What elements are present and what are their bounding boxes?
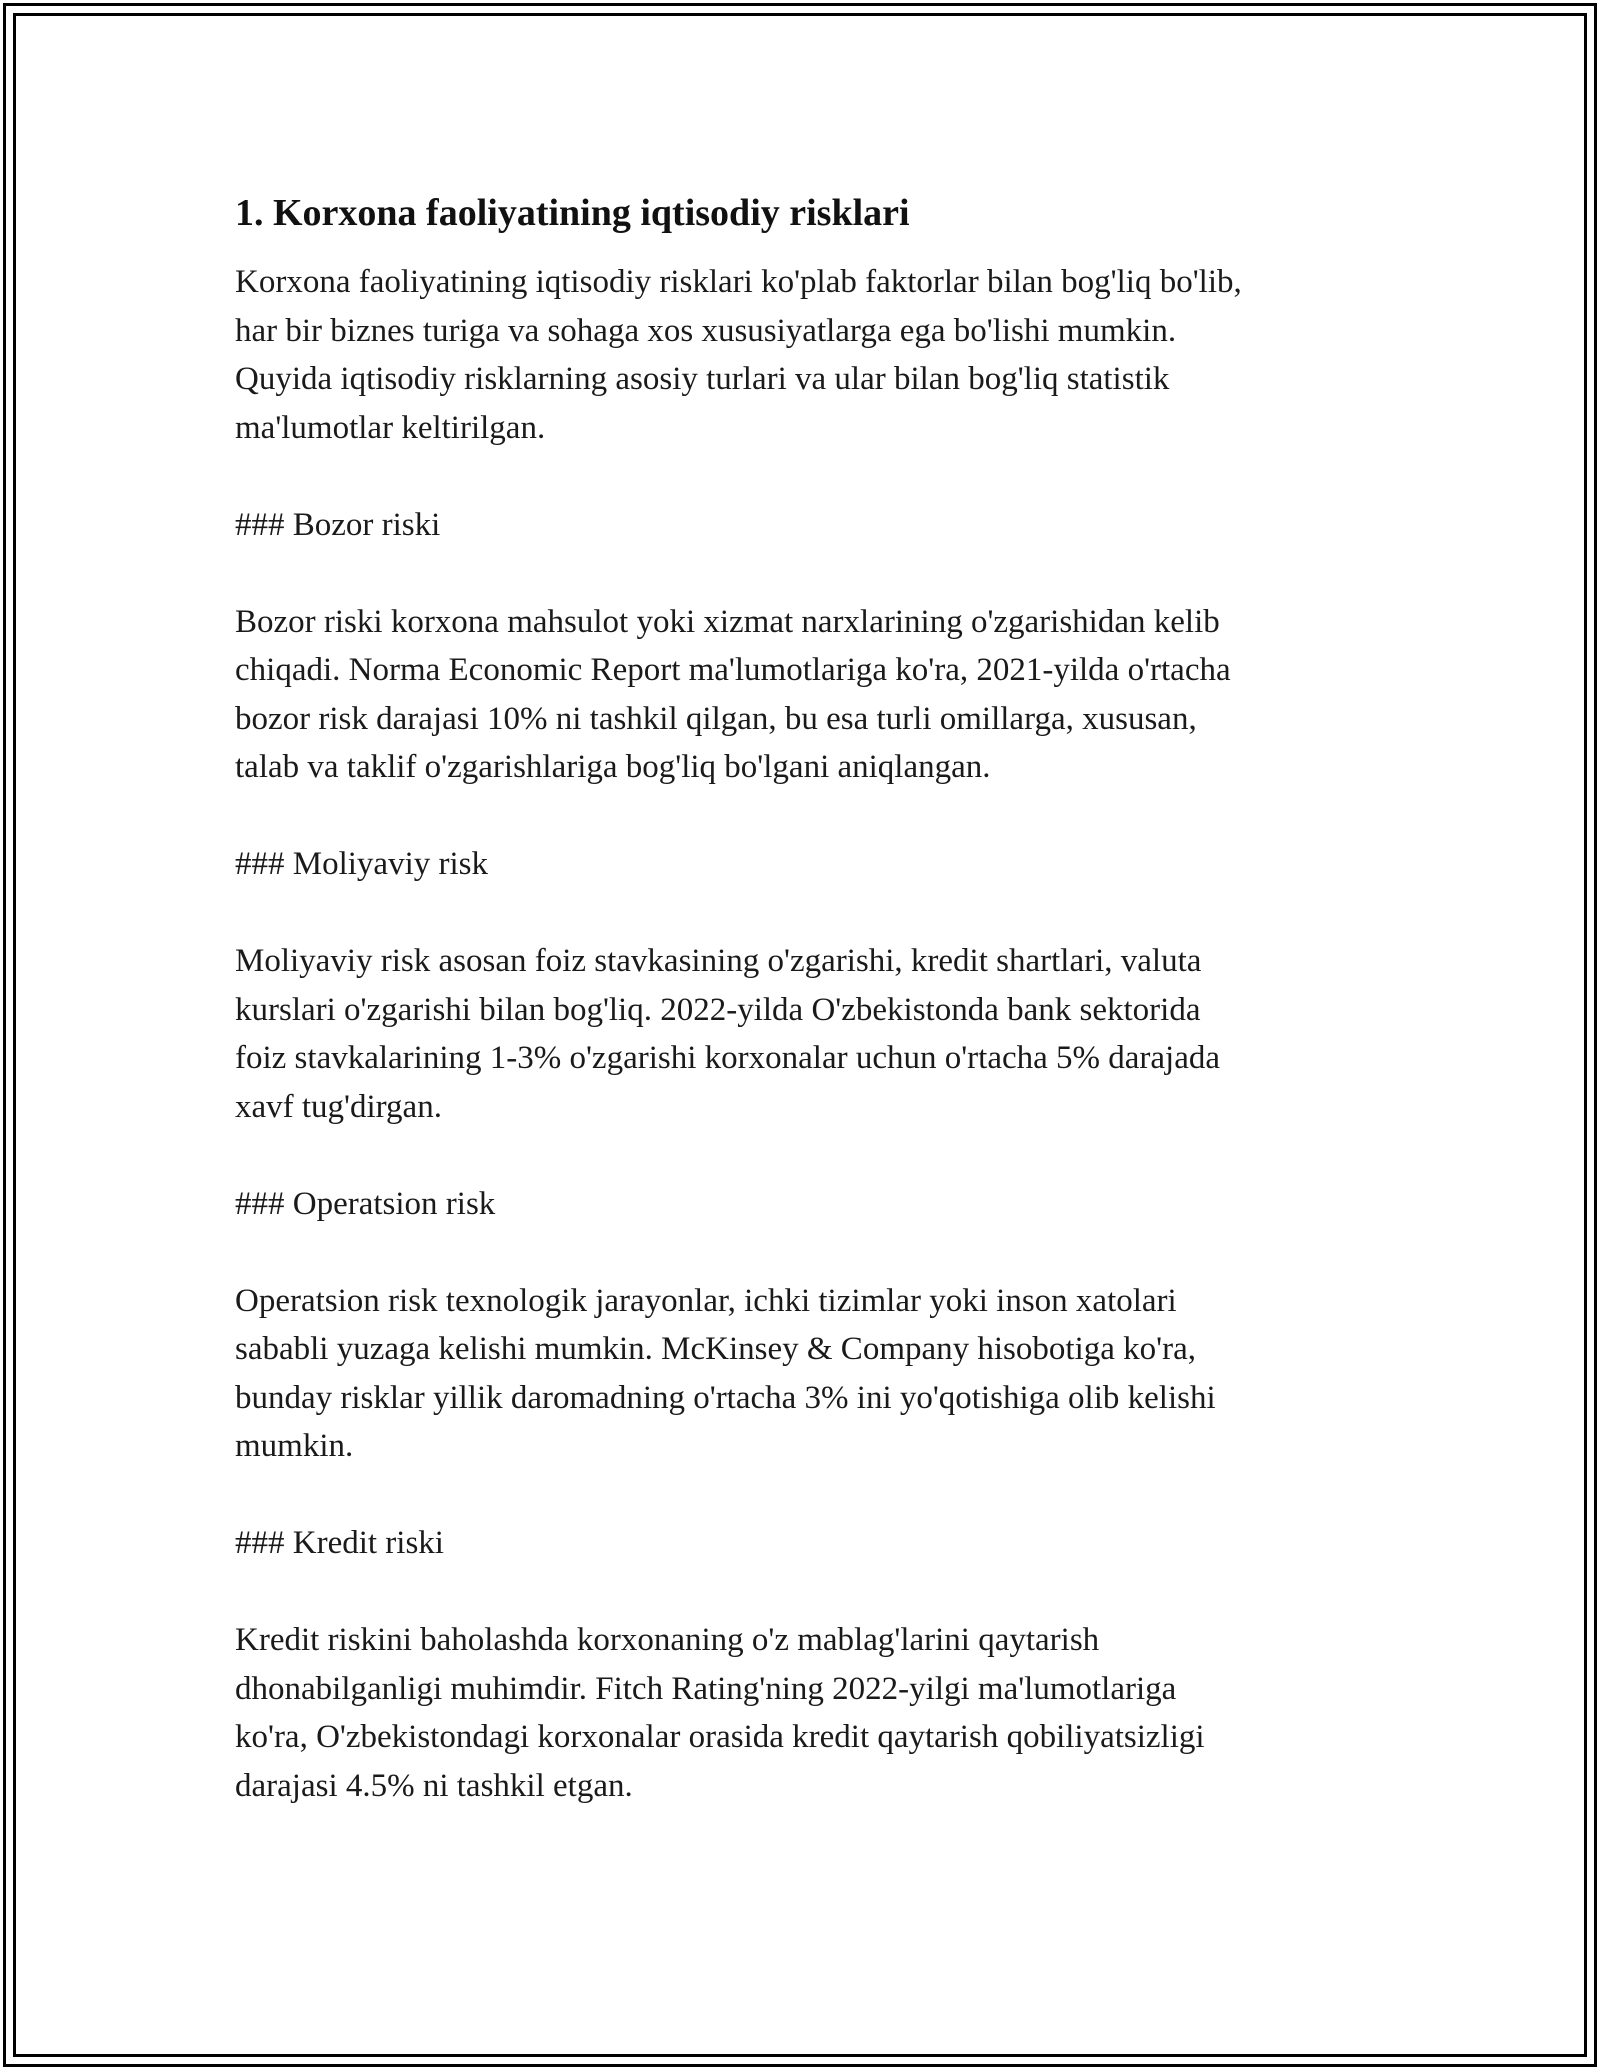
paragraph-line: ko'ra, O'zbekistondagi korxonalar orasida kredit qaytarish qobiliyatsizligi (235, 1719, 1205, 1755)
paragraph-line: darajasi 4.5% ni tashkil etgan. (235, 1767, 633, 1804)
section-kredit-riski (235, 1519, 1375, 1810)
section-heading: ### Kredit riski (235, 1525, 444, 1561)
intro-paragraph (235, 258, 1375, 452)
spacer (235, 549, 1375, 598)
spacer (235, 792, 1375, 841)
paragraph-line: talab va taklif o'zgarishlariga bog'liq bo'lgani aniqlangan. (235, 749, 991, 785)
paragraph-line: xavf tug'dirgan. (235, 1088, 442, 1125)
document-title: 1. Korxona faoliyatining iqtisodiy risklari (235, 192, 910, 234)
paragraph-line: dhonabilganligi muhimdir. Fitch Rating'ning 2022-yilgi ma'lumotlariga (235, 1670, 1177, 1707)
paragraph-line: ma'lumotlar keltirilgan. (235, 409, 546, 446)
section-bozor-riski (235, 501, 1375, 792)
section-operatsion-risk (235, 1180, 1375, 1471)
section-moliyaviy-risk (235, 840, 1375, 1131)
paragraph-line: mumkin. (235, 1428, 354, 1464)
spacer (235, 1568, 1375, 1617)
spacer (235, 1131, 1375, 1180)
paragraph-line: foiz stavkalarining 1-3% o'zgarishi korxonalar uchun o'rtacha 5% darajada (235, 1040, 1221, 1076)
document-body (235, 188, 1375, 1810)
paragraph-line: chiqadi. Norma Economic Report ma'lumotlariga ko'ra, 2021-yilda o'rtacha (235, 652, 1231, 688)
spacer (235, 1471, 1375, 1520)
paragraph-line: sababli yuzaga kelishi mumkin. McKinsey & Company hisobotiga ko'ra, (235, 1331, 1196, 1367)
section-heading: ### Operatsion risk (235, 1185, 496, 1222)
paragraph-line: Korxona faoliyatining iqtisodiy risklari ko'plab faktorlar bilan bog'liq bo'lib, (235, 264, 1242, 300)
paragraph-line: Operatsion risk texnologik jarayonlar, ichki tizimlar yoki inson xatolari (235, 1282, 1177, 1319)
section-heading: ### Moliyaviy risk (235, 846, 488, 882)
paragraph-line: Bozor riski korxona mahsulot yoki xizmat narxlarining o'zgarishidan kelib (235, 603, 1220, 640)
paragraph-line: har bir biznes turiga va sohaga xos xususiyatlarga ega bo'lishi mumkin. (235, 312, 1177, 349)
section-heading: ### Bozor riski (235, 506, 441, 543)
paragraph-line: bozor risk darajasi 10% ni tashkil qilgan, bu esa turli omillarga, xususan, (235, 700, 1197, 737)
spacer (235, 452, 1375, 501)
paragraph-line: Moliyaviy risk asosan foiz stavkasining o'zgarishi, kredit shartlari, valuta (235, 943, 1202, 979)
paragraph-line: kurslari o'zgarishi bilan bog'liq. 2022-yilda O'zbekistonda bank sektorida (235, 991, 1201, 1028)
paragraph-line: Quyida iqtisodiy risklarning asosiy turlari va ular bilan bog'liq statistik (235, 361, 1170, 397)
paragraph-line: bunday risklar yillik daromadning o'rtacha 3% ini yo'qotishiga olib kelishi (235, 1379, 1216, 1416)
spacer (235, 1228, 1375, 1277)
spacer (235, 889, 1375, 938)
paragraph-line: Kredit riskini baholashda korxonaning o'z mablag'larini qaytarish (235, 1622, 1100, 1658)
